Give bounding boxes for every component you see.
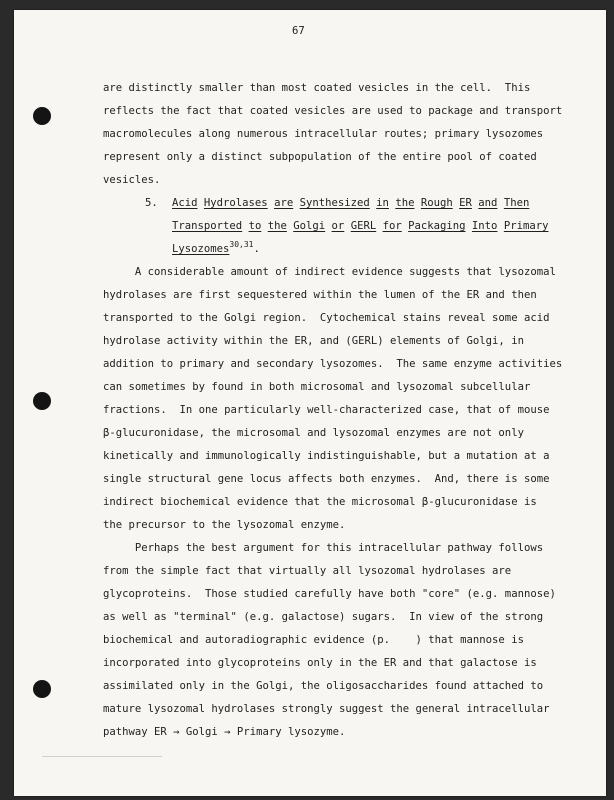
heading-word: Rough [420, 197, 453, 209]
text-line: represent only a distinct subpopulation of the entire pool of coated [103, 151, 537, 163]
heading-word: Lysozomes [172, 243, 230, 255]
text-line: biochemical and autoradiographic evidence (p. ) that mannose is [103, 634, 524, 646]
text-line: fractions. In one particularly well-characterized case, that of mouse [103, 404, 550, 416]
text-line: vesicles. [103, 174, 161, 186]
text-line: are distinctly smaller than most coated vesicles in the cell. This [103, 82, 531, 94]
text-line: single structural gene locus affects both enzymes. And, there is some [103, 473, 550, 485]
text-line: macromolecules along numerous intracellular routes; primary lysozomes [103, 128, 544, 140]
section-heading-line [172, 197, 529, 210]
text-line: A considerable amount of indirect evidence suggests that lysozomal [103, 266, 556, 278]
heading-word: for [382, 220, 402, 232]
text-line: from the simple fact that virtually all lysozomal hydrolases are [103, 565, 512, 577]
heading-word: GERL [350, 220, 377, 232]
heading-word: Primary [503, 220, 549, 232]
heading-word: Then [503, 197, 530, 209]
heading-word: Packaging [408, 220, 466, 232]
heading-word: Acid [172, 197, 198, 209]
heading-word: and [478, 197, 498, 209]
heading-word: the [267, 220, 287, 232]
text-line: hydrolases are first sequestered within the lumen of the ER and then [103, 289, 537, 301]
page-edge-line [42, 756, 162, 757]
heading-word: are [274, 197, 294, 209]
text-line: reflects the fact that coated vesicles are used to package and transport [103, 105, 563, 117]
heading-period: . [253, 243, 260, 255]
text-line: the precursor to the lysozomal enzyme. [103, 519, 346, 531]
text-line: incorporated into glycoproteins only in the ER and that galactose is [103, 657, 537, 669]
section-heading-line [172, 220, 548, 233]
text-line: as well as "terminal" (e.g. galactose) sugars. In view of the strong [103, 611, 544, 623]
heading-word: ER [459, 197, 472, 209]
binder-hole [33, 107, 51, 125]
text-line: mature lysozomal hydrolases strongly suggest the general intracellular [103, 703, 550, 715]
heading-word: Into [471, 220, 498, 232]
heading-word: to [248, 220, 262, 232]
heading-word: Hydrolases [203, 197, 268, 209]
binder-hole [33, 680, 51, 698]
text-line: Perhaps the best argument for this intracellular pathway follows [103, 542, 544, 554]
page-number: 67 [292, 25, 305, 37]
text-line: pathway ER → Golgi → Primary lysozyme. [103, 726, 346, 738]
heading-word: Golgi [293, 220, 326, 232]
text-line: assimilated only in the Golgi, the oligosaccharides found attached to [103, 680, 544, 692]
section-number: 5. [145, 197, 158, 209]
heading-word: or [331, 220, 345, 232]
text-line: addition to primary and secondary lysozomes. The same enzyme activities [103, 358, 563, 370]
heading-word: Synthesized [299, 197, 370, 209]
heading-word: in [376, 197, 389, 209]
text-line: transported to the Golgi region. Cytochemical stains reveal some acid [103, 312, 550, 324]
section-heading-line [172, 240, 260, 256]
reference-superscript: 30,31 [229, 240, 254, 249]
binder-hole [33, 392, 51, 410]
text-line: glycoproteins. Those studied carefully have both "core" (e.g. mannose) [103, 588, 556, 600]
heading-word: the [395, 197, 415, 209]
text-line: hydrolase activity within the ER, and (GERL) elements of Golgi, in [103, 335, 524, 347]
heading-word: Transported [172, 220, 243, 232]
text-line: kinetically and immunologically indistinguishable, but a mutation at a [103, 450, 550, 462]
text-line: can sometimes by found in both microsomal and lysozomal subcellular [103, 381, 531, 393]
text-line: β-glucuronidase, the microsomal and lysozomal enzymes are not only [103, 427, 524, 439]
text-line: indirect biochemical evidence that the microsomal β-glucuronidase is [103, 496, 537, 508]
